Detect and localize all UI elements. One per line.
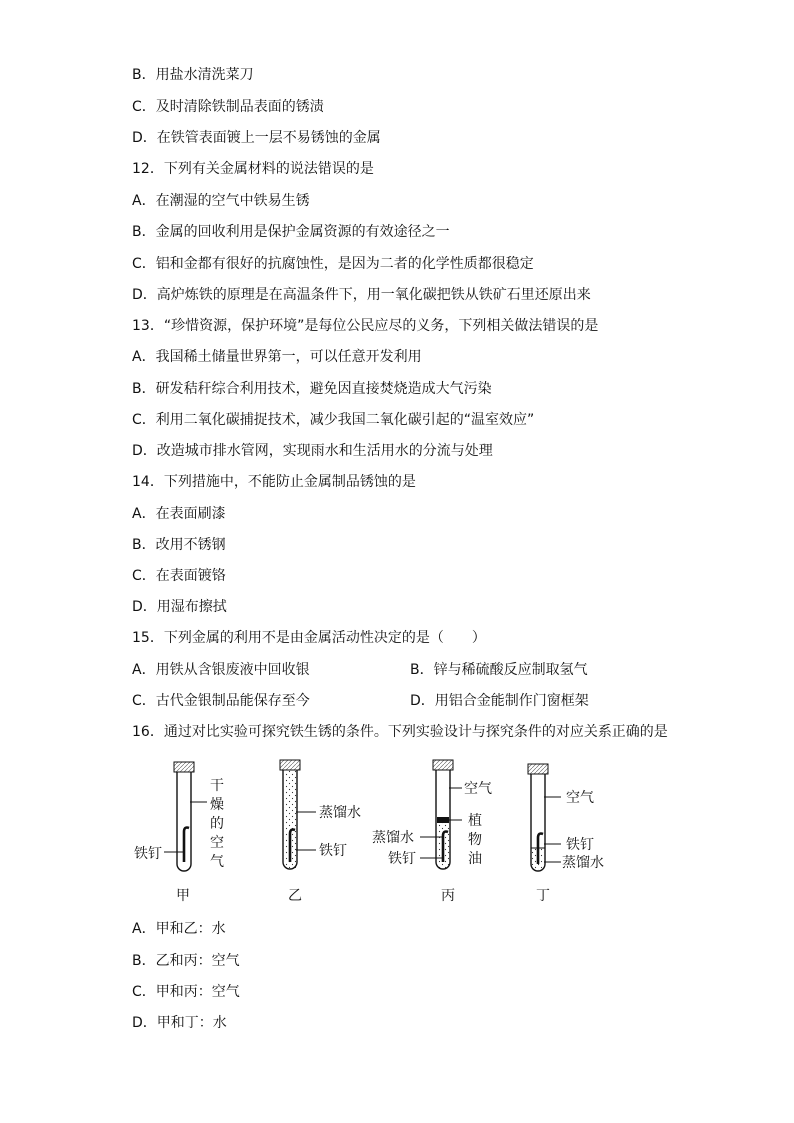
q15-option-c: C．古代金银制品能保存至今 [132,693,310,709]
q15-option-b: B．锌与稀硫酸反应制取氢气 [410,662,588,678]
q14-option-b: B．改用不锈钢 [132,537,226,553]
q12-option-b: B．金属的回收利用是保护金属资源的有效途径之一 [132,224,450,240]
label-bing-oil-3: 油 [468,851,482,867]
q16-stem: 16．通过对比实验可探究铁生锈的条件。下列实验设计与探究条件的对应关系正确的是 [132,724,668,740]
label-yi-nail: 铁钉 [319,843,347,859]
q16-option-b: B．乙和丙：空气 [132,953,240,969]
label-dry-4: 空 [210,835,224,851]
q16-option-d: D．甲和丁：水 [132,1015,227,1031]
label-dry-1: 干 [210,778,224,794]
label-dry-2: 燥 [210,797,224,813]
q13-option-d: D．改造城市排水管网，实现雨水和生活用水的分流与处理 [132,443,493,459]
rusting-experiment-figure [120,752,620,912]
q12-stem: 12．下列有关金属材料的说法错误的是 [132,161,374,177]
q16-option-a: A．甲和乙：水 [132,921,226,937]
q14-option-d: D．用湿布擦拭 [132,599,227,615]
q15-option-d: D．用铝合金能制作门窗框架 [410,693,589,709]
label-bing-oil-2: 物 [468,832,482,848]
q11-option-c: C．及时清除铁制品表面的锈渍 [132,99,324,115]
q13-option-a: A．我国稀土储量世界第一，可以任意开发利用 [132,349,422,365]
label-bing-oil-1: 植 [468,813,482,829]
stopper-yi [280,760,300,770]
stopper-jia [174,762,194,772]
oil-layer-bing [437,817,449,823]
q15-option-a: A．用铁从含银废液中回收银 [132,662,310,678]
label-ding-air: 空气 [566,790,594,806]
label-bing: 丙 [441,888,455,904]
tube-bing [372,760,492,904]
tube-ding [528,764,604,904]
q13-stem: 13．“珍惜资源，保护环境”是每位公民应尽的义务，下列相关做法错误的是 [132,318,599,334]
q12-option-d: D．高炉炼铁的原理是在高温条件下，用一氧化碳把铁从铁矿石里还原出来 [132,287,591,303]
tube-jia [134,762,224,904]
q12-option-a: A．在潮湿的空气中铁易生锈 [132,193,310,209]
label-bing-air: 空气 [464,781,492,797]
q11-option-b: B．用盐水清洗菜刀 [132,67,254,83]
label-yi-water: 蒸馏水 [319,805,361,821]
nail-jia [184,828,189,863]
label-jia: 甲 [176,888,190,904]
label-dry-5: 气 [210,854,224,870]
stopper-bing [433,760,453,770]
label-ding-nail: 铁钉 [566,837,594,853]
q16-option-c: C．甲和丙：空气 [132,984,240,1000]
label-ding-water: 蒸馏水 [562,855,604,871]
q14-stem: 14．下列措施中，不能防止金属制品锈蚀的是 [132,474,416,490]
q14-option-a: A．在表面刷漆 [132,506,226,522]
q15-stem: 15．下列金属的利用不是由金属活动性决定的是（ ） [132,630,486,646]
label-jia-nail: 铁钉 [134,846,162,862]
tube-yi [280,760,361,904]
q12-option-c: C．铝和金都有很好的抗腐蚀性，是因为二者的化学性质都很稳定 [132,256,534,272]
q13-option-b: B．研发秸秆综合利用技术，避免因直接焚烧造成大气污染 [132,381,492,397]
label-ding: 丁 [536,888,550,904]
label-yi: 乙 [288,888,302,904]
q14-option-c: C．在表面镀铬 [132,568,226,584]
label-dry-3: 的 [210,816,224,832]
label-bing-nail: 铁钉 [388,851,416,867]
q13-option-c: C．利用二氧化碳捕捉技术，减少我国二氧化碳引起的“温室效应” [132,412,535,428]
stopper-ding [528,764,548,774]
q11-option-d: D．在铁管表面镀上一层不易锈蚀的金属 [132,130,381,146]
label-bing-water: 蒸馏水 [372,830,414,846]
